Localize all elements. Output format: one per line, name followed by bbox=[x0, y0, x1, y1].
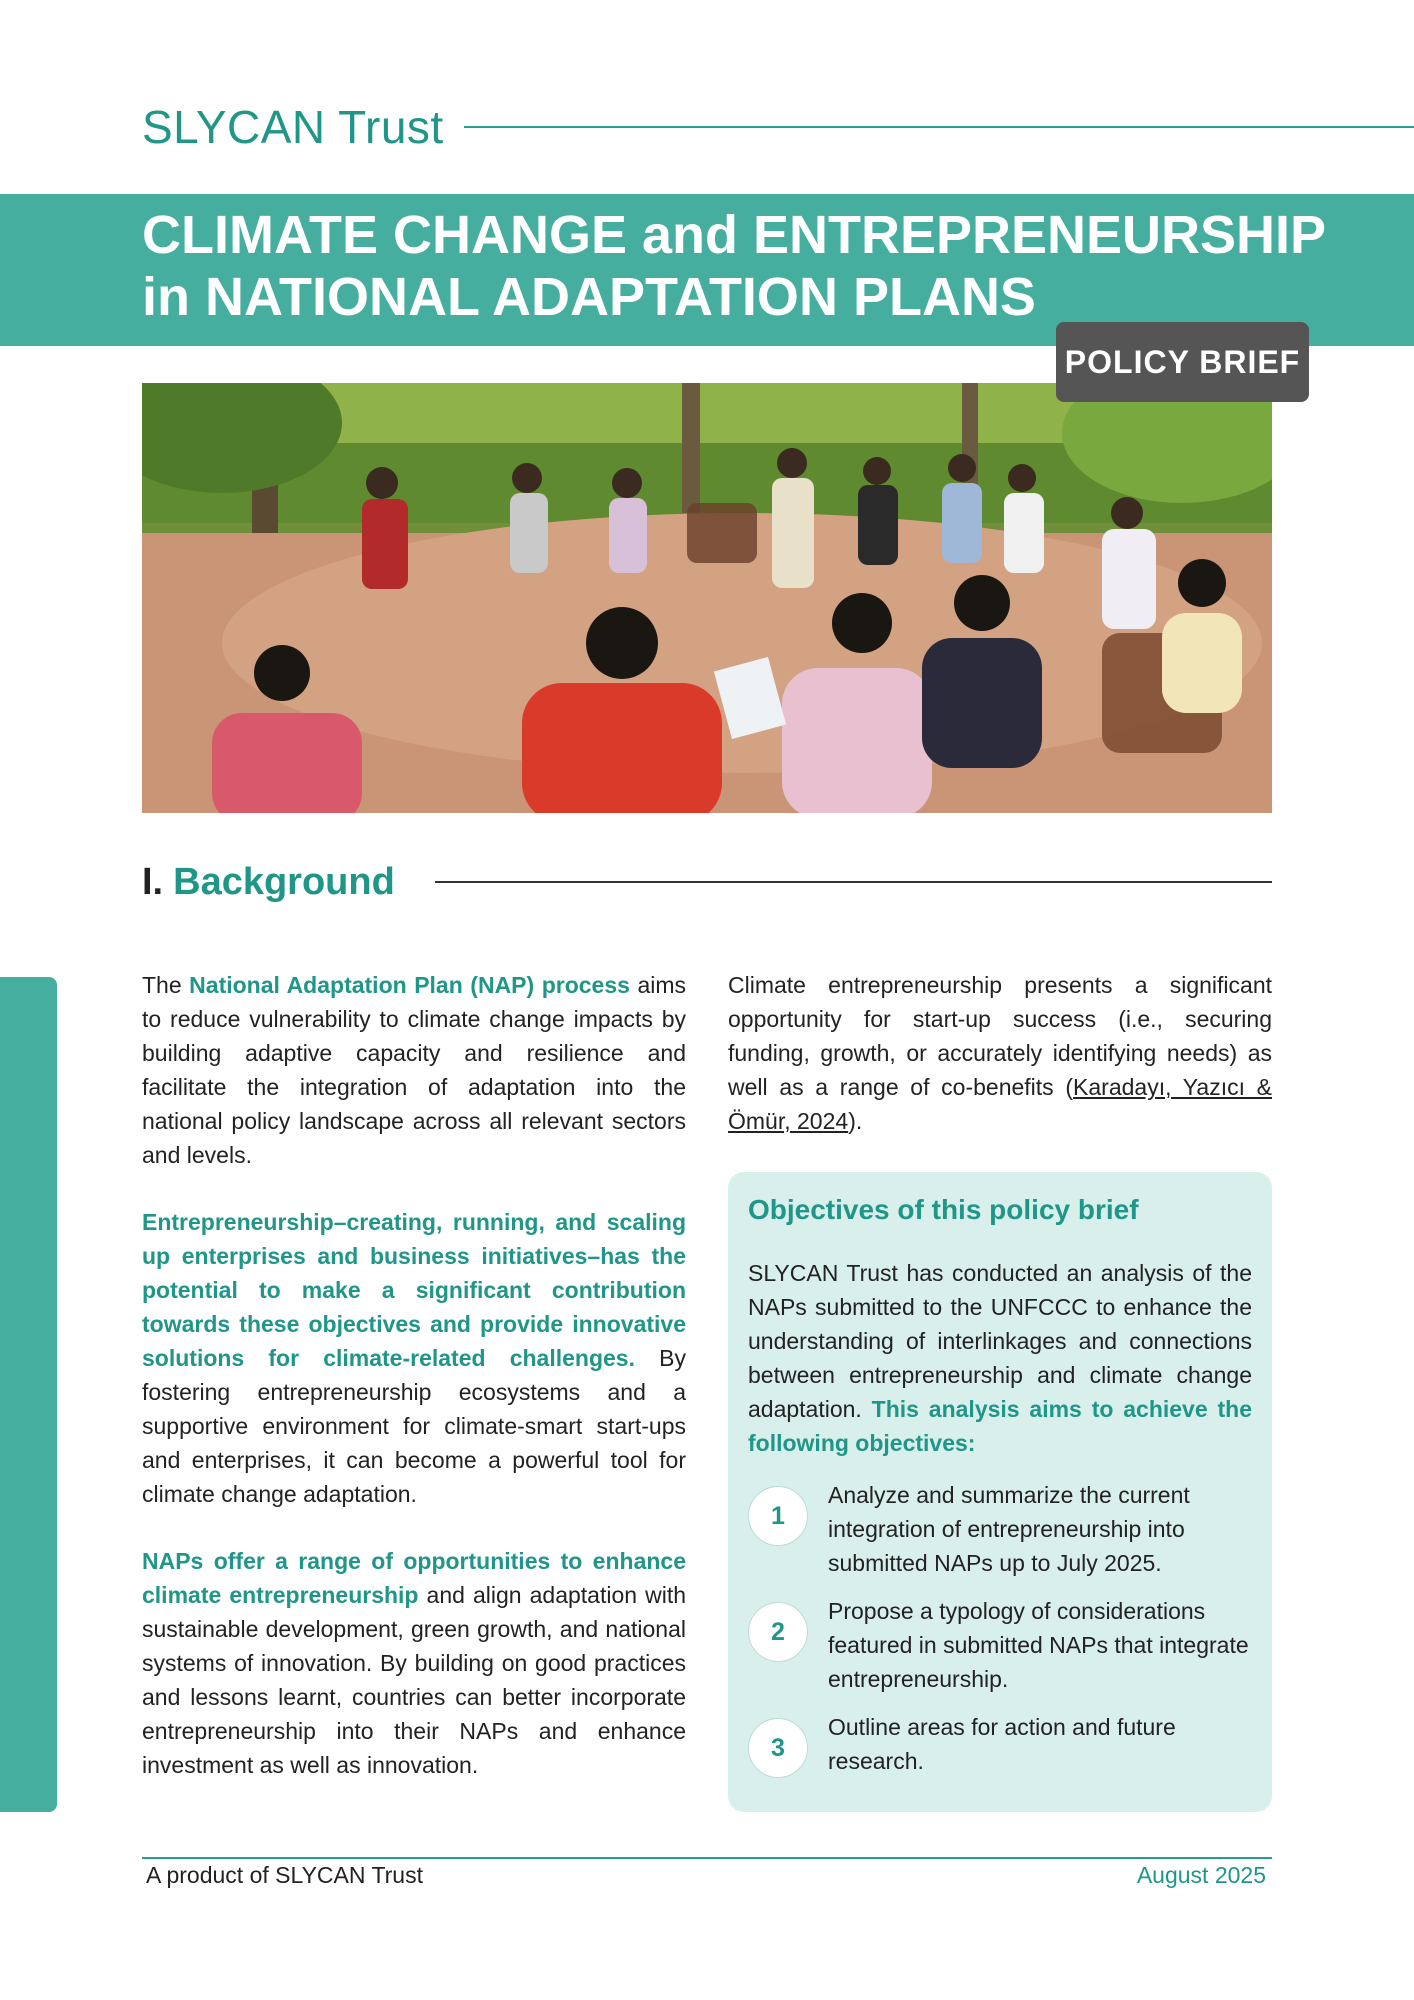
objective-number: 1 bbox=[748, 1486, 808, 1546]
page-title bbox=[142, 204, 1326, 328]
community-meeting-photo bbox=[142, 383, 1272, 813]
footer-date: August 2025 bbox=[1136, 1862, 1266, 1888]
left-column bbox=[142, 968, 686, 1815]
objective-number: 2 bbox=[748, 1602, 808, 1662]
section-number: I. bbox=[142, 860, 164, 903]
objective-number: 3 bbox=[748, 1718, 808, 1778]
section-divider bbox=[435, 881, 1272, 883]
section-title: Background bbox=[173, 860, 395, 903]
brand-name: SLYCAN Trust bbox=[142, 101, 444, 153]
side-accent-bar bbox=[0, 977, 57, 1812]
footer-divider bbox=[142, 1857, 1272, 1859]
paragraph: The National Adaptation Plan (NAP) process aims to reduce vulnerability to climate change impacts by building adaptive capacity and resilience and facilitate the integration of adaptation into the national policy landscape across all relevant sectors and levels. bbox=[142, 972, 687, 1168]
objective-text: Outline areas for action and future research. bbox=[828, 1714, 1176, 1774]
objective-text: Propose a typology of considerations featured in submitted NAPs that integrate entrepreneurship. bbox=[828, 1598, 1249, 1692]
paragraph: Entrepreneurship–creating, running, and scaling up enterprises and business initiatives–has the potential to make a significant contribution towards these objectives and provide innovative solutions for climate-related challenges. By fostering entrepreneurship ecosystems and a supportive environment for climate-smart start-ups and enterprises, it can become a powerful tool for climate change adaptation. bbox=[142, 1209, 686, 1507]
objective-text: Analyze and summarize the current integration of entrepreneurship into submitted NAPs up to July 2025. bbox=[828, 1482, 1190, 1576]
brand-divider bbox=[464, 126, 1414, 128]
paragraph: Climate entrepreneurship presents a significant opportunity for start-up success (i.e., securing funding, growth, or accurately identifying needs) as well as a range of co-benefits (Karadayı, Yazıcı & Ömür, 2024). bbox=[728, 972, 1273, 1134]
citation-link[interactable]: Karadayı, Yazıcı & Ömür, 2024 bbox=[728, 1074, 1273, 1134]
objective-item bbox=[748, 1478, 1252, 1580]
paragraph: NAPs offer a range of opportunities to enhance climate entrepreneurship and align adaptation with sustainable development, green growth, and national systems of innovation. By building on good practices and lessons learnt, countries can better incorporate entrepreneurship into their NAPs and enhance investment as well as innovation. bbox=[142, 1548, 686, 1778]
title-line-2: in NATIONAL ADAPTATION PLANS bbox=[142, 267, 1036, 327]
footer-credit: A product of SLYCAN Trust bbox=[146, 1862, 423, 1888]
title-line-1: CLIMATE CHANGE and ENTREPRENEURSHIP bbox=[142, 205, 1327, 265]
highlight-text: Entrepreneurship–creating, running, and scaling up enterprises and business initiatives–has the potential to make a significant contribution towards these objectives and provide innovative solutions for climate-related challenges. bbox=[142, 1209, 686, 1371]
objective-item bbox=[748, 1710, 1252, 1778]
right-column bbox=[728, 968, 1272, 1138]
header-brand-row bbox=[142, 92, 1414, 162]
objective-item bbox=[748, 1594, 1252, 1696]
objectives-panel bbox=[728, 1172, 1272, 1812]
highlight-text: This analysis aims to achieve the following objectives: bbox=[748, 1396, 1252, 1456]
policy-brief-badge: POLICY BRIEF bbox=[1056, 322, 1309, 402]
highlight-text: NAPs offer a range of opportunities to enhance climate entrepreneurship bbox=[142, 1548, 686, 1608]
objectives-intro: SLYCAN Trust has conducted an analysis of the NAPs submitted to the UNFCCC to enhance the understanding of interlinkages and connections between entrepreneurship and climate change adaptation. This analysis aims to achieve the following objectives: bbox=[748, 1260, 1252, 1456]
objectives-title: Objectives of this policy brief bbox=[748, 1194, 1139, 1225]
highlight-text: National Adaptation Plan (NAP) process bbox=[189, 972, 630, 998]
section-heading bbox=[142, 852, 1272, 912]
